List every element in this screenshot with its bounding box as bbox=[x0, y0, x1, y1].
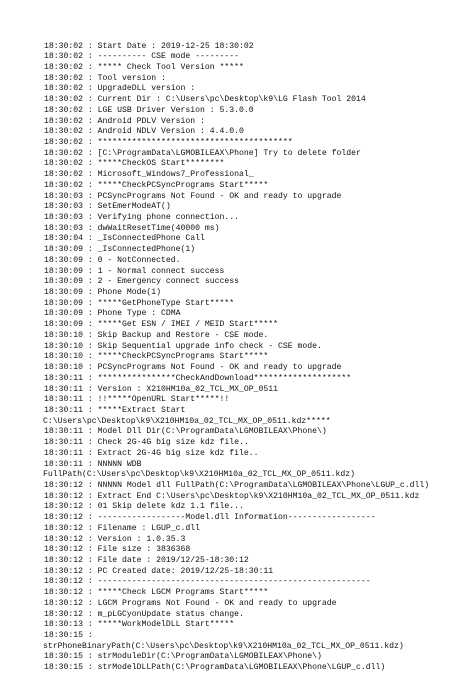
log-line: 18:30:11 : *****Extract Start bbox=[44, 405, 186, 415]
log-line: 18:30:09 : 1 - Normal connect success bbox=[44, 266, 225, 276]
log-line: 18:30:15 : bbox=[44, 631, 93, 641]
log-line: 18:30:12 : -------------------------------------------------------- bbox=[44, 577, 371, 587]
log-line: 18:30:03 : SetEmerModeAT() bbox=[44, 202, 171, 212]
log-line: 18:30:15 : strModuleDir(C:\ProgramData\LGMOBILEAX\Phone\) bbox=[44, 652, 322, 662]
log-line: 18:30:12 : Version : 1.0.35.3 bbox=[44, 534, 186, 544]
log-line: 18:30:02 : Current Dir : C:\Users\pc\Desktop\k9\LG Flash Tool 2014 bbox=[44, 95, 366, 105]
log-line: 18:30:02 : Android NDLV Version : 4.4.0.0 bbox=[44, 127, 244, 137]
log-line: 18:30:10 : Skip Sequential upgrade info check - CSE mode. bbox=[44, 341, 322, 351]
log-line: 18:30:09 : Phone Mode(1) bbox=[44, 288, 162, 298]
log-line: 18:30:10 : PCSyncPrograms Not Found - OK and ready to upgrade bbox=[44, 363, 342, 373]
log-line: 18:30:12 : NNNNN Model dll FullPath(C:\ProgramData\LGMOBILEAX\Phone\LGUP_c.dll) bbox=[44, 480, 430, 490]
log-line: 18:30:11 : !!*****OpenURL Start*****!! bbox=[44, 395, 230, 405]
log-line: 18:30:11 : ****************CheckAndDownload******************** bbox=[44, 373, 352, 383]
log-line: 18:30:02 : [C:\ProgramData\LGMOBILEAX\Phone] Try to delete folder bbox=[44, 148, 361, 158]
log-line: 18:30:09 : *****Get ESN / IMEI / MEID Start***** bbox=[44, 320, 279, 330]
log-line: 18:30:09 : *****GetPhoneType Start***** bbox=[44, 298, 235, 308]
log-line: 18:30:12 : Extract End C:\Users\pc\Desktop\k9\X210HM10a_02_TCL_MX_OP_0511.kdz bbox=[44, 491, 420, 501]
log-line: 18:30:02 : Android PDLV Version : bbox=[44, 116, 205, 126]
log-line: 18:30:11 : Check 2G-4G big size kdz file.. bbox=[44, 438, 249, 448]
log-line: 18:30:09 : Phone Type : CDMA bbox=[44, 309, 181, 319]
log-line: 18:30:02 : Microsoft_Windows7_Professional_ bbox=[44, 170, 254, 180]
log-line: 18:30:03 : PCSyncPrograms Not Found - OK and ready to upgrade bbox=[44, 191, 342, 201]
log-line: 18:30:12 : ------------------Model.dll Information------------------ bbox=[44, 513, 376, 523]
log-line: 18:30:12 : 01 Skip delete kdz 1.1 file... bbox=[44, 502, 244, 512]
log-line: 18:30:12 : File date : 2019/12/25-18:30:12 bbox=[44, 556, 249, 565]
log-line: 18:30:12 : LGCM Programs Not Found - OK and ready to upgrade bbox=[44, 598, 337, 608]
log-line: 18:30:02 : *****CheckOS Start******** bbox=[44, 159, 225, 169]
log-line: 18:30:12 : m_pLGCyonUpdate status change. bbox=[44, 609, 244, 619]
log-line: 18:30:12 : PC Created date: 2019/12/25-18:30:11 bbox=[44, 566, 274, 576]
log-line: 18:30:09 : _IsConnectedPhone(1) bbox=[44, 245, 196, 255]
log-line: 18:30:12 : File size : 3836368 bbox=[44, 545, 191, 555]
log-line: 18:30:03 : Verifying phone connection... bbox=[44, 213, 240, 222]
log-line: 18:30:11 : Version : X210HM10a_02_TCL_MX_OP_0511 bbox=[44, 384, 279, 394]
log-line: FullPath(C:\Users\pc\Desktop\k9\X210HM10a_02_TCL_MX_OP_0511.kdz) bbox=[43, 470, 356, 480]
log-line: 18:30:04 : _IsConnectedPhone Call bbox=[44, 234, 205, 244]
log-line: strPhoneBinaryPath(C:\Users\pc\Desktop\k9\X210HM10a_02_TCL_MX_OP_0511.kdz) bbox=[43, 641, 404, 651]
log-line: 18:30:02 : Tool version : bbox=[44, 73, 166, 83]
log-line: 18:30:03 : dwWaitResetTime(40000 ms) bbox=[44, 223, 220, 233]
log-line: 18:30:02 : UpgradeDLL version : bbox=[44, 84, 196, 94]
log-line: 18:30:02 : ***** Check Tool Version ***** bbox=[44, 62, 244, 72]
log-line: 18:30:11 : Extract 2G-4G big size kdz file.. bbox=[44, 448, 259, 458]
log-line: 18:30:11 : Model Dll Dir(C:\ProgramData\LGMOBILEAX\Phone\) bbox=[44, 427, 327, 437]
log-line: 18:30:02 : **************************************** bbox=[44, 137, 293, 147]
log-line: 18:30:13 : *****WorkModelDLL Start***** bbox=[44, 620, 235, 630]
log-line: 18:30:10 : Skip Backup and Restore - CSE mode. bbox=[44, 330, 269, 340]
log-line: 18:30:02 : *****CheckPCSyncPrograms Start***** bbox=[44, 180, 269, 190]
log-line: 18:30:02 : ---------- CSE mode --------- bbox=[44, 52, 240, 62]
log-line: 18:30:02 : Start Date : 2019-12-25 18:30:02 bbox=[44, 41, 254, 51]
log-line: 18:30:12 : *****Check LGCM Programs Start***** bbox=[44, 588, 269, 598]
log-line: 18:30:09 : 2 - Emergency connect success bbox=[44, 277, 240, 287]
log-line: 18:30:11 : NNNNN WDB bbox=[44, 459, 142, 469]
log-line: 18:30:15 : strModelDLLPath(C:\ProgramData\LGMOBILEAX\Phone\LGUP_c.dll) bbox=[44, 663, 386, 673]
log-line: C:\Users\pc\Desktop\k9\X210HM10a_02_TCL_MX_OP_0511.kdz***** bbox=[43, 416, 331, 426]
log-line: 18:30:12 : Filename : LGUP_c.dll bbox=[44, 523, 201, 533]
log-line: 18:30:10 : *****CheckPCSyncPrograms Start***** bbox=[44, 352, 269, 362]
log-line: 18:30:02 : LGE USB Driver Version : 5.3.0.0 bbox=[44, 105, 254, 115]
log-line: 18:30:09 : 0 - NotConnected. bbox=[44, 255, 181, 265]
log-text-block bbox=[44, 42, 469, 674]
